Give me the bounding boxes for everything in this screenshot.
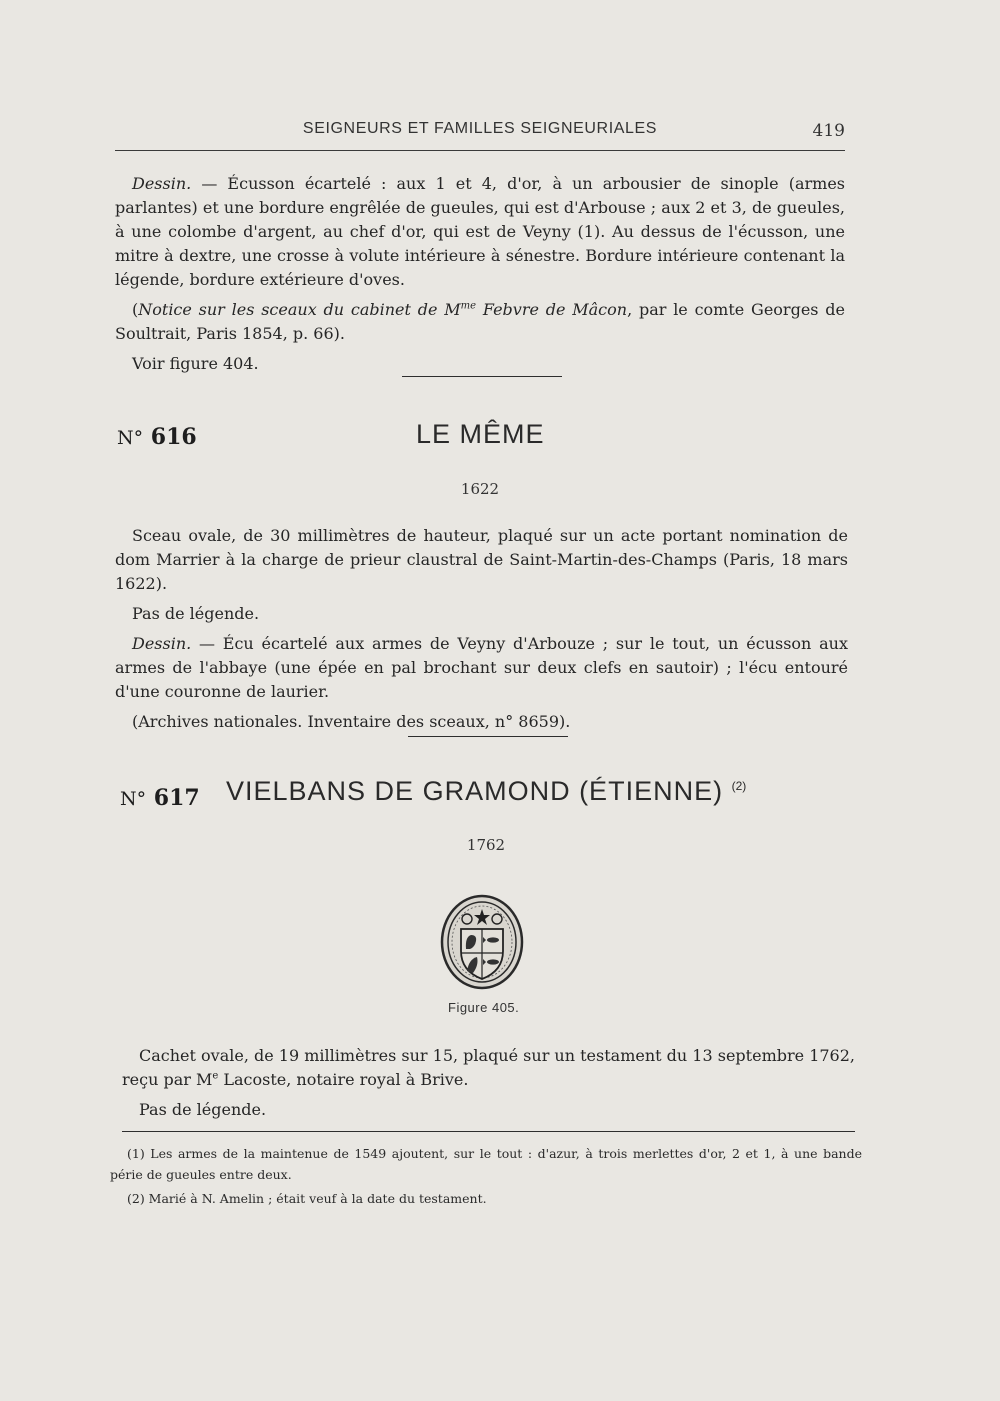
running-head (115, 118, 845, 151)
oval-heraldic-seal-icon (439, 893, 525, 991)
entry-616-title: LE MÊME (416, 419, 545, 449)
number-prefix: N° (117, 427, 144, 449)
page-number: 419 (812, 121, 845, 141)
footnote-2: (2) Marié à N. Amelin ; était veuf à la date du testament. (127, 1191, 487, 1206)
entry-616-body (115, 524, 848, 734)
dessin-text: — Écu écartelé aux armes de Veyny d'Arbouze ; sur le tout, un écusson aux armes de l'abbaye (une épée en pal brochant sur deux clefs en sautoir) ; l'écu entouré d'une couronne de laurier. (115, 634, 848, 701)
legend-note: Pas de légende. (132, 604, 260, 623)
source-open: ( (132, 300, 139, 319)
description-a: Cachet ovale, de 19 millimètres sur 15, plaqué sur un testament du 13 septembre 1762, reçu par M (122, 1046, 855, 1089)
source-sup: me (460, 300, 477, 312)
source-rest: , par le comte Georges de Soultrait, Paris 1854, p. 66). (115, 300, 846, 343)
entry-617-number (120, 785, 200, 811)
section-divider (408, 736, 568, 737)
source-citation: (Archives nationales. Inventaire des sceaux, n° 8659). (132, 712, 571, 731)
legend-note: Pas de légende. (139, 1100, 267, 1119)
entry-617-year: 1762 (466, 836, 506, 854)
dessin-paragraph (115, 172, 845, 292)
footnote-1: (1) Les armes de la maintenue de 1549 ajoutent, sur le tout : d'azur, à trois merlettes d'or, 2 et 1, à une bande périe de gueules entre deux. (110, 1146, 862, 1182)
entry-615-continuation (115, 172, 845, 376)
running-title: SEIGNEURS ET FAMILLES SEIGNEURIALES (302, 120, 658, 137)
figure-caption: Figure 405. (448, 1000, 520, 1015)
entry-616-year: 1622 (460, 480, 500, 498)
source-title-b: Febvre de Mâcon (476, 300, 628, 319)
dessin-text: — Écusson écartelé : aux 1 et 4, d'or, à un arbousier de sinople (armes parlantes) et une bordure engrêlée de gueules, qui est d'Arbouse ; aux 2 et 3, de gueules, à une colombe d'argent, au chef d'or, qui est de Veyny (1). Au dessus de l'écusson, une mitre à dextre, une crosse à volute intérieure à sénestre. Bordure intérieure contenant la légende, bordure extérieure d'oves. (115, 174, 845, 289)
description-b: Lacoste, notaire royal à Brive. (218, 1070, 469, 1089)
figure-reference: Voir figure 404. (132, 354, 259, 373)
dessin-label: Dessin. (132, 634, 192, 653)
footnotes (110, 1143, 862, 1209)
number-value: 616 (150, 424, 197, 450)
entry-616-number (117, 424, 197, 450)
description-sup: e (212, 1070, 219, 1082)
description (122, 1044, 855, 1092)
entry-617-title (226, 776, 746, 807)
source-title-a: Notice sur les sceaux du cabinet de M (138, 300, 461, 319)
source-paragraph (115, 298, 845, 346)
dessin-paragraph (115, 632, 848, 704)
number-value: 617 (153, 785, 200, 811)
footnote-rule (122, 1131, 855, 1132)
description: Sceau ovale, de 30 millimètres de hauteur, plaqué sur un acte portant nomination de dom Marrier à la charge de prieur claustral de Saint-Martin-des-Champs (Paris, 18 mars 1622). (115, 526, 848, 593)
entry-617-body (122, 1044, 855, 1122)
number-prefix: N° (120, 788, 147, 810)
section-divider (402, 376, 562, 377)
title-text: VIELBANS DE GRAMOND (ÉTIENNE) (226, 776, 724, 806)
dessin-label: Dessin. (132, 174, 192, 193)
title-note: (2) (731, 779, 747, 793)
